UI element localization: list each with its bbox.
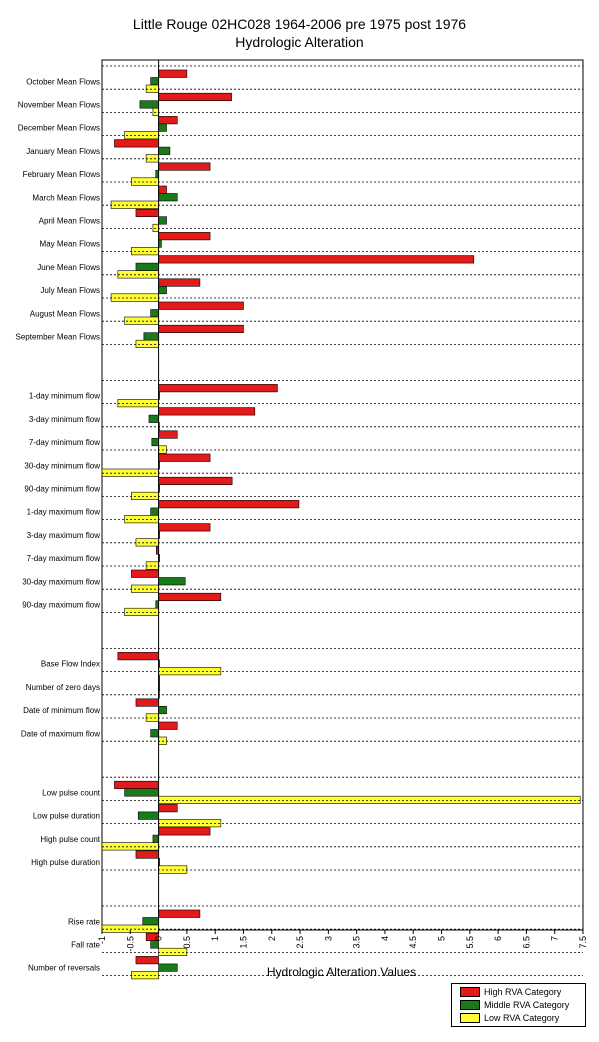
- category-label: September Mean Flows: [15, 332, 100, 342]
- x-tick-label: 5: [436, 936, 447, 942]
- category-label: 3-day maximum flow: [26, 530, 100, 540]
- x-tick-label: 2: [266, 936, 277, 942]
- bar-low: [153, 224, 159, 232]
- bar-high: [136, 851, 159, 859]
- bar-low: [159, 667, 221, 675]
- x-tick-label: 1: [210, 936, 221, 942]
- x-tick-label: 4.5: [408, 936, 419, 949]
- category-label: January Mean Flows: [26, 146, 100, 156]
- bar-low: [118, 271, 159, 279]
- bar-low: [131, 492, 158, 500]
- category-label: June Mean Flows: [37, 262, 100, 272]
- bar-middle: [159, 217, 167, 225]
- x-tick-label: 4: [379, 936, 390, 942]
- bar-high: [159, 325, 244, 333]
- category-label: 7-day minimum flow: [28, 438, 100, 448]
- bar-low: [125, 317, 159, 325]
- bar-low: [159, 796, 581, 804]
- bar-middle: [151, 78, 159, 86]
- bar-middle: [144, 333, 159, 341]
- bar-low: [125, 131, 159, 139]
- bar-low: [159, 446, 167, 454]
- legend-item-middle: [460, 999, 569, 1011]
- x-tick-label: 0.5: [181, 936, 192, 949]
- bar-low: [146, 562, 158, 570]
- category-label: Rise rate: [67, 917, 100, 927]
- category-label: July Mean Flows: [40, 286, 100, 296]
- category-label: 3-day minimum flow: [28, 414, 100, 424]
- bar-high: [159, 163, 210, 171]
- bar-low: [131, 247, 158, 255]
- bar-low: [131, 585, 158, 593]
- category-label: Base Flow Index: [40, 659, 100, 669]
- x-tick-label: -0.5: [125, 936, 136, 952]
- bar-high: [159, 279, 200, 287]
- x-tick-label: 7.5: [578, 936, 588, 949]
- legend-item-high: [460, 986, 561, 998]
- category-label: 90-day maximum flow: [22, 600, 100, 610]
- bar-middle: [153, 835, 159, 843]
- bar-high: [114, 140, 158, 148]
- bar-low: [136, 340, 159, 348]
- bar-low: [118, 399, 159, 407]
- bar-middle: [159, 286, 167, 294]
- bar-high: [159, 186, 167, 194]
- bar-low: [146, 85, 158, 93]
- bar-middle: [138, 812, 158, 820]
- bar-low: [146, 714, 158, 722]
- category-label: High pulse duration: [31, 858, 100, 868]
- category-label: May Mean Flows: [39, 239, 100, 249]
- x-tick-label: 3.5: [351, 936, 362, 949]
- bar-middle: [151, 508, 159, 516]
- bar-middle: [159, 124, 167, 131]
- bar-high: [159, 384, 278, 392]
- bar-high: [159, 828, 210, 836]
- bar-high: [159, 70, 187, 78]
- bar-low: [111, 294, 159, 302]
- category-label: February Mean Flows: [22, 170, 100, 180]
- category-label: November Mean Flows: [17, 100, 100, 110]
- bar-low: [136, 539, 159, 547]
- bar-middle: [149, 415, 159, 423]
- bar-high: [118, 652, 159, 660]
- bar-middle: [152, 438, 159, 446]
- x-tick-label: 3: [323, 936, 334, 942]
- category-label: Number of zero days: [25, 682, 100, 692]
- category-label: 7-day maximum flow: [26, 554, 100, 564]
- bar-high: [159, 524, 210, 532]
- bar-middle: [143, 918, 159, 926]
- bar-high: [159, 500, 299, 508]
- bar-low: [102, 843, 159, 851]
- bar-high: [136, 209, 159, 217]
- bar-middle: [159, 147, 170, 155]
- bar-low: [131, 178, 158, 186]
- category-label: High pulse count: [40, 834, 100, 844]
- category-label: 1-day maximum flow: [26, 507, 100, 517]
- bar-high: [159, 302, 244, 310]
- bar-high: [159, 116, 178, 124]
- bar-middle: [125, 789, 159, 797]
- x-tick-label: 1.5: [238, 936, 249, 949]
- bar-high: [159, 477, 233, 485]
- category-label: 30-day maximum flow: [22, 577, 100, 587]
- bar-high: [159, 408, 255, 416]
- category-label: August Mean Flows: [29, 309, 100, 319]
- category-label: March Mean Flows: [32, 193, 100, 203]
- bar-high: [159, 93, 232, 101]
- x-tick-label: 7: [549, 936, 560, 942]
- bar-middle: [159, 194, 178, 202]
- category-label: Fall rate: [71, 940, 100, 950]
- legend-item-low: [460, 1012, 559, 1024]
- bar-low: [159, 819, 221, 827]
- bar-high: [136, 699, 159, 707]
- legend-swatch-middle: [460, 1000, 480, 1010]
- legend-label-low: Low RVA Category: [484, 1013, 560, 1023]
- legend-swatch-low: [460, 1013, 480, 1023]
- bar-low: [146, 155, 158, 163]
- bar-low: [125, 608, 159, 616]
- legend: [451, 983, 586, 1027]
- bar-high: [159, 232, 210, 240]
- legend-swatch-high: [460, 987, 480, 997]
- category-label: April Mean Flows: [38, 216, 100, 226]
- bar-middle: [159, 578, 186, 586]
- bar-high: [159, 256, 474, 264]
- bar-high: [136, 956, 159, 964]
- category-label: Low pulse count: [42, 788, 100, 798]
- x-tick-label: 0: [153, 936, 164, 942]
- bar-low: [159, 737, 167, 745]
- bar-high: [159, 804, 178, 812]
- category-label: December Mean Flows: [17, 123, 100, 133]
- bar-high: [159, 910, 200, 918]
- bar-high: [131, 570, 158, 578]
- bar-middle: [151, 730, 159, 738]
- bar-high: [159, 431, 178, 439]
- category-label: Date of maximum flow: [20, 729, 100, 739]
- x-tick-label: 6: [493, 936, 504, 942]
- bar-low: [102, 469, 159, 477]
- bar-low: [111, 201, 159, 209]
- bar-low: [153, 108, 159, 116]
- category-label: 30-day minimum flow: [24, 461, 100, 471]
- bar-middle: [136, 263, 159, 271]
- category-label: Date of minimum flow: [23, 706, 100, 716]
- bar-low: [125, 515, 159, 523]
- x-tick-label: -1: [97, 936, 107, 945]
- bar-high: [114, 781, 158, 789]
- chart-title-line-1: Little Rouge 02HC028 1964-2006 pre 1975 post 1976: [132, 16, 467, 32]
- bar-middle: [140, 101, 159, 109]
- x-tick-label: 5.5: [464, 936, 475, 949]
- bar-middle: [159, 706, 167, 714]
- category-label: Number of reversals: [27, 963, 100, 973]
- x-axis-label: Hydrologic Alteration Values: [266, 965, 417, 979]
- x-tick-label: 6.5: [521, 936, 532, 949]
- bar-low: [159, 866, 187, 874]
- legend-label-high: High RVA Category: [484, 987, 562, 997]
- legend-label-middle: Middle RVA Category: [484, 1000, 570, 1010]
- chart-title-line-2: Hydrologic Alteration: [235, 34, 364, 50]
- x-tick-label: 2.5: [295, 936, 306, 949]
- bar-high: [159, 454, 210, 462]
- category-label: 1-day minimum flow: [28, 391, 100, 401]
- category-label: October Mean Flows: [26, 77, 100, 87]
- bar-high: [159, 593, 221, 601]
- bar-middle: [151, 310, 159, 318]
- bar-high: [159, 722, 178, 730]
- category-label: 90-day minimum flow: [24, 484, 100, 494]
- category-label: Low pulse duration: [32, 811, 100, 821]
